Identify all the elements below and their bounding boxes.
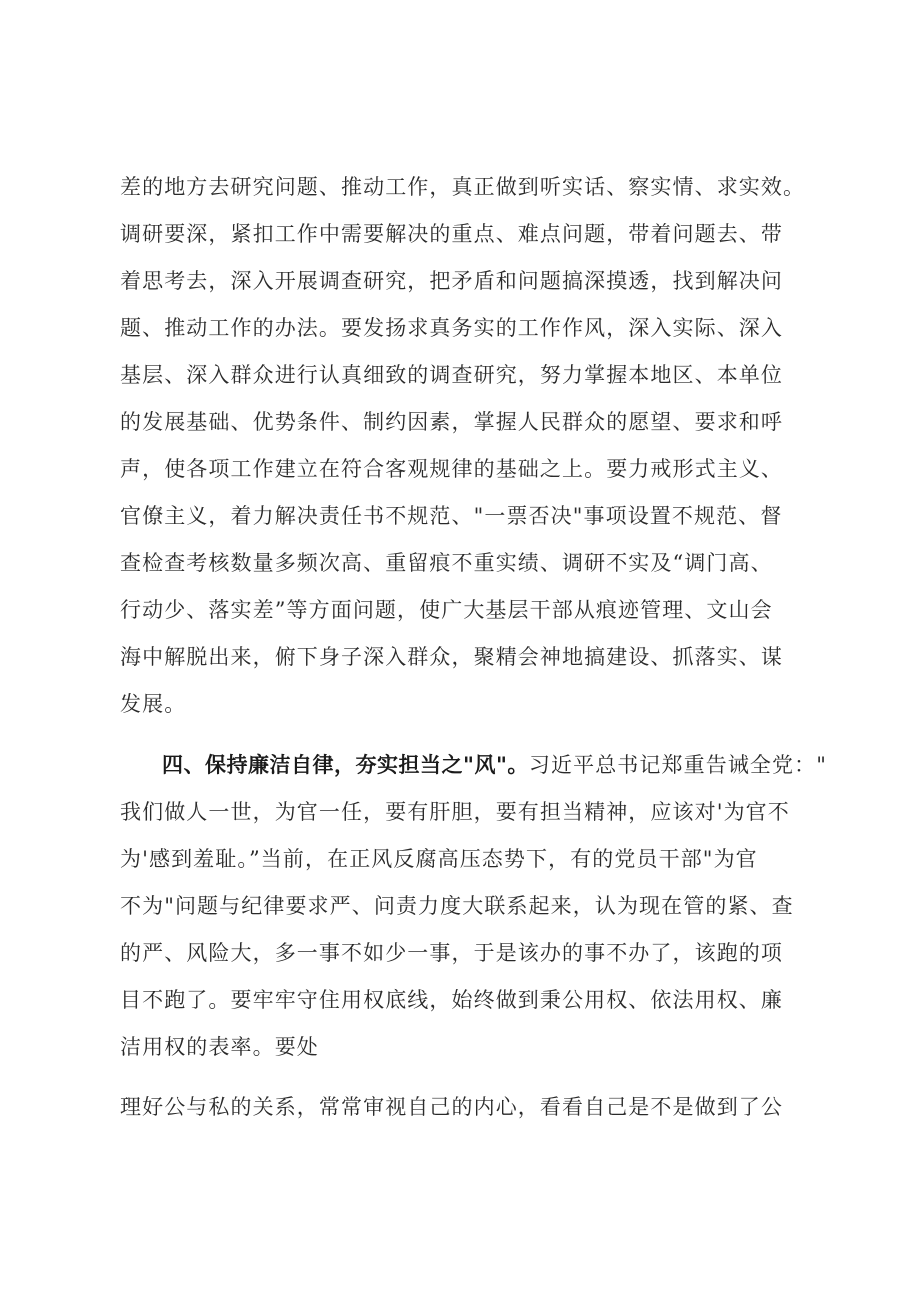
section-heading: 四、保持廉洁自律，夯实担当之"风"。 <box>162 753 529 777</box>
paragraph-line: 为'感到羞耻。”当前，在正风反腐高压态势下，有的党员干部"为官 <box>120 847 758 871</box>
paragraph-line: 洁用权的表率。要处 <box>120 1035 319 1059</box>
paragraph-line: 发展。 <box>120 692 187 716</box>
paragraph-line: 官僚主义，着力解决责任书不规范、"一票否决"事项设置不规范、督 <box>120 504 783 528</box>
paragraph-line: 调研要深，紧扣工作中需要解决的重点、难点问题，带着问题去、带 <box>120 222 783 246</box>
section-heading-line <box>162 750 862 780</box>
paragraph-line: 题、推动工作的办法。要发扬求真务实的工作作风，深入实际、深入 <box>120 316 783 340</box>
paragraph-line: 声，使各项工作建立在符合客观规律的基础之上。要力戒形式主义、 <box>120 457 783 481</box>
paragraph-line: 差的地方去研究问题、推动工作，真正做到听实话、察实情、求实效。 <box>120 175 806 199</box>
paragraph-line: 查检查考核数量多频次高、重留痕不重实绩、调研不实及“调门高、 <box>120 551 773 575</box>
paragraph-line: 行动少、落实差”等方面问题，使广大基层干部从痕迹管理、文山会 <box>120 598 773 622</box>
paragraph-line: 的发展基础、优势条件、制约因素，掌握人民群众的愿望、要求和呼 <box>120 410 783 434</box>
paragraph-line: 海中解脱出来，俯下身子深入群众，聚精会神地搞建设、抓落实、谋 <box>120 645 783 669</box>
paragraph-line: 目不跑了。要牢牢守住用权底线，始终做到秉公用权、依法用权、廉 <box>120 988 783 1012</box>
paragraph-line: 理好公与私的关系，常常审视自己的内心，看看自己是不是做到了公 <box>120 1095 783 1119</box>
paragraph-line: 我们做人一世，为官一任，要有肝胆，要有担当精神，应该对'为官不 <box>120 800 790 824</box>
paragraph-line: 不为"问题与纪律要求严、问责力度大联系起来，认为现在管的紧、查 <box>120 894 794 918</box>
paragraph-line: 基层、深入群众进行认真细致的调查研究，努力掌握本地区、本单位 <box>120 363 783 387</box>
section-heading-continuation: 习近平总书记郑重告诫全党：" <box>528 753 827 777</box>
paragraph-line: 着思考去，深入开展调查研究，把矛盾和问题搞深摸透，找到解决问 <box>120 269 783 293</box>
paragraph-line: 的严、风险大，多一事不如少一事，于是该办的事不办了，该跑的项 <box>120 941 783 965</box>
